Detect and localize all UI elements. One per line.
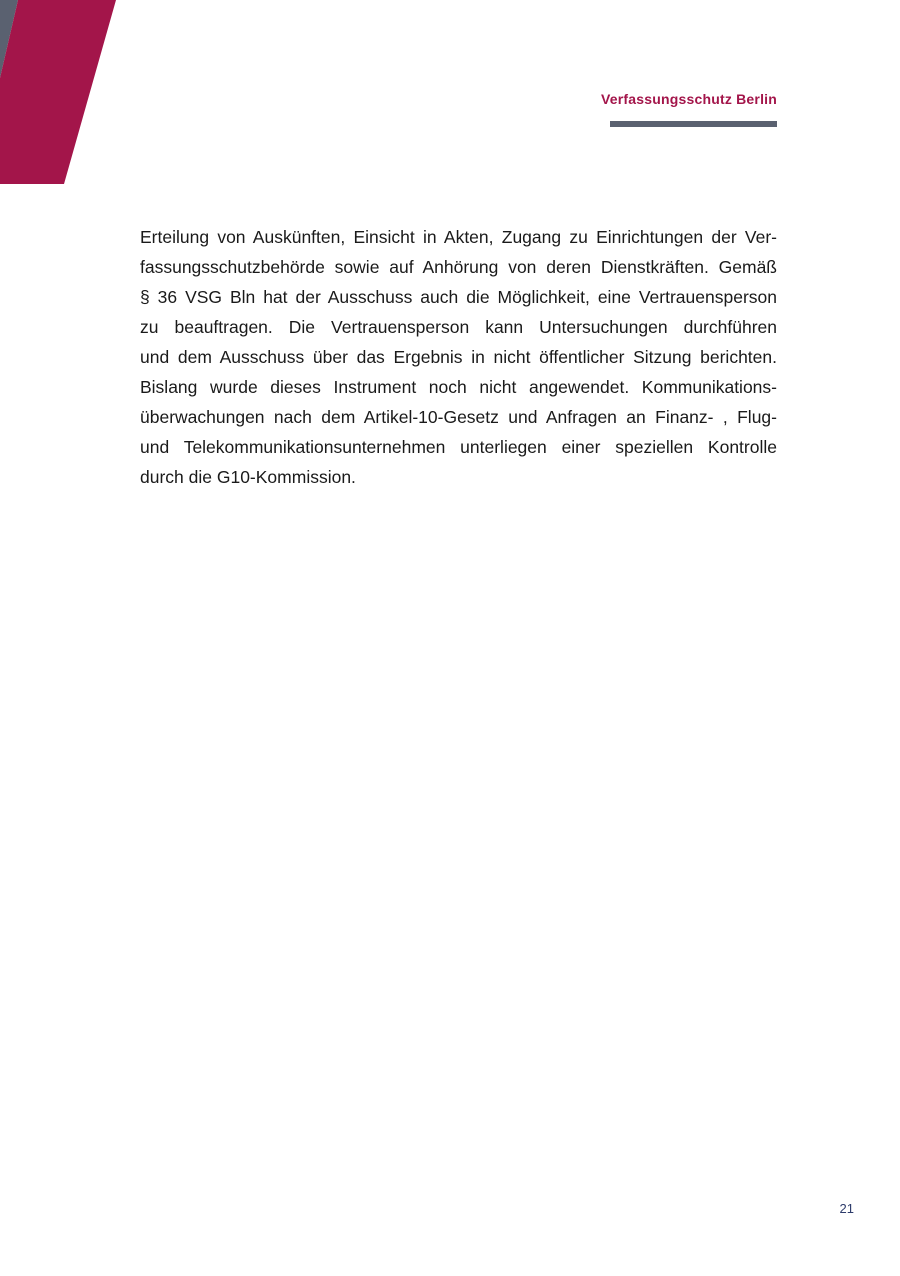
body-line: Bislang wurde dieses Instrument noch nicht angewendet. Kommunikations- (140, 377, 777, 397)
body-line: Erteilung von Auskünften, Einsicht in Akten, Zugang zu Einrichtungen der Ver- (140, 227, 777, 247)
body-paragraph (140, 222, 777, 492)
body-line: durch die G10-Kommission. (140, 467, 356, 487)
header-title: Verfassungsschutz Berlin (601, 91, 777, 107)
corner-decoration (0, 0, 120, 190)
header-rule (610, 121, 777, 127)
body-line: fassungsschutzbehörde sowie auf Anhörung von deren Dienstkräften. Gemäß (140, 257, 777, 277)
body-line: und Telekommunikationsunternehmen unterliegen einer speziellen Kontrolle (140, 437, 777, 457)
page-number: 21 (839, 1201, 854, 1216)
body-line: überwachungen nach dem Artikel-10-Gesetz und Anfragen an Finanz- , Flug- (140, 407, 777, 427)
body-line: zu beauftragen. Die Vertrauensperson kann Untersuchungen durchführen (140, 317, 777, 337)
body-line: und dem Ausschuss über das Ergebnis in nicht öffentlicher Sitzung berichten. (140, 347, 777, 367)
body-line: § 36 VSG Bln hat der Ausschuss auch die Möglichkeit, eine Vertrauensperson (140, 287, 777, 307)
corner-accent-band (0, 0, 116, 184)
